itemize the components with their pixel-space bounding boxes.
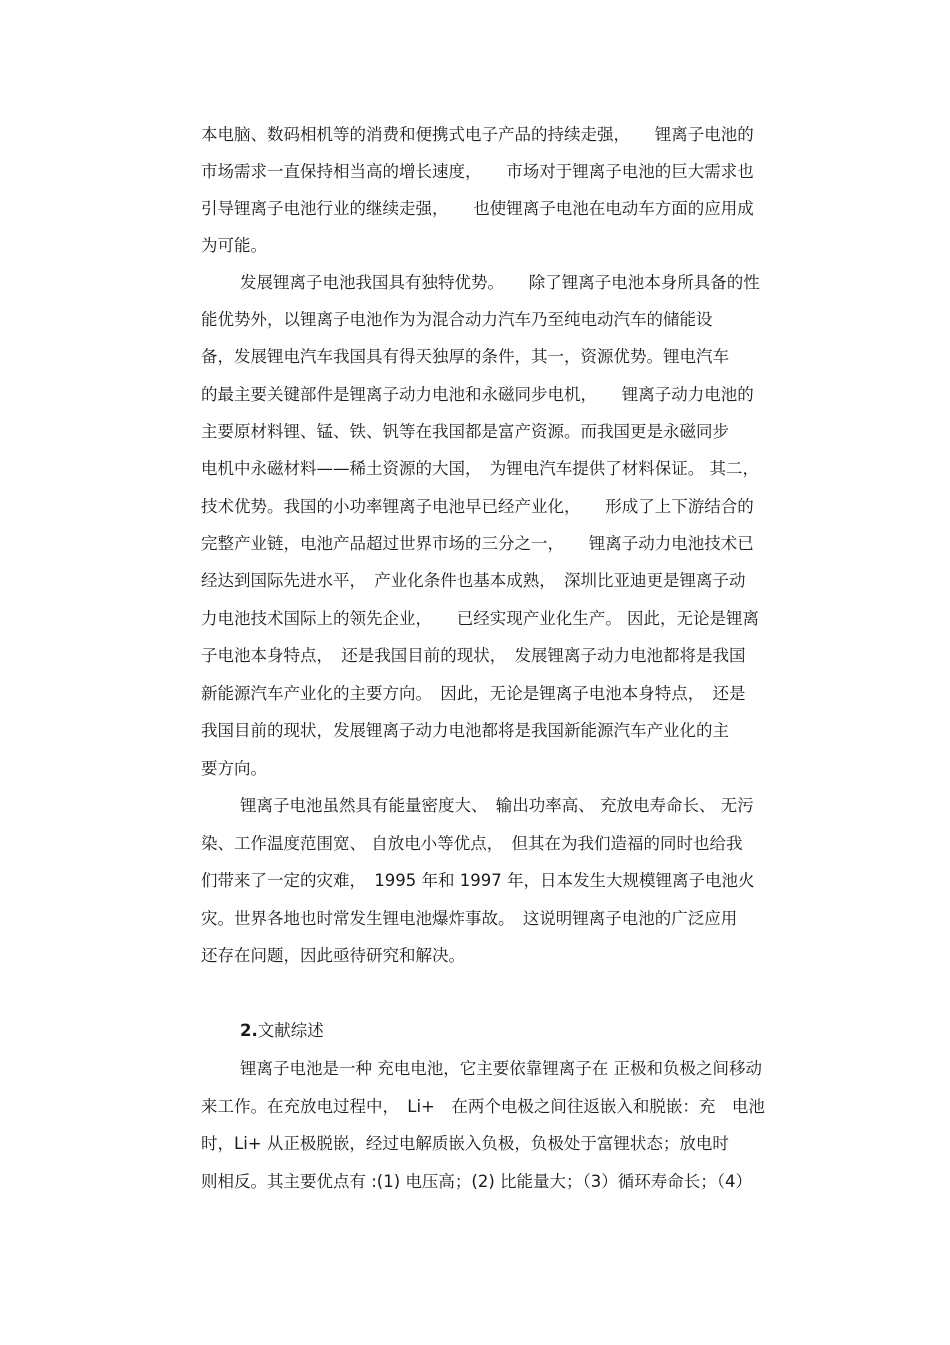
text-line: 则相反。其主要优点有 :(1) 电压高；(2) 比能量大；（3）循环寿命长；（4）	[201, 1172, 753, 1191]
text-line: 电机中永磁材料——稀土资源的大国， 为锂电汽车提供了材料保证。 其二，	[201, 459, 759, 478]
section-heading	[240, 1020, 324, 1042]
text-line: 备，发展锂电汽车我国具有得天独厚的条件，其一，资源优势。锂电汽车	[201, 347, 729, 366]
section-title: 文献综述	[257, 1021, 324, 1040]
text-line: 引导锂离子电池行业的继续走强， 也使锂离子电池在电动车方面的应用成	[201, 199, 754, 218]
text-line: 为可能。	[201, 236, 267, 255]
text-line: 还存在问题，因此亟待研究和解决。	[201, 946, 465, 965]
text-line: 本电脑、数码相机等的消费和便携式电子产品的持续走强， 锂离子电池的	[201, 125, 754, 144]
text-line: 要方向。	[201, 759, 267, 778]
text-line: 市场需求一直保持相当高的增长速度， 市场对于锂离子电池的巨大需求也	[201, 162, 754, 181]
text-line: 的最主要关键部件是锂离子动力电池和永磁同步电机， 锂离子动力电池的	[201, 385, 754, 404]
text-line: 主要原材料锂、锰、铁、钒等在我国都是富产资源。而我国更是永磁同步	[201, 422, 729, 441]
text-line: 锂离子电池是一种 充电电池，它主要依靠锂离子在 正极和负极之间移动	[240, 1059, 762, 1078]
text-line: 来工作。在充放电过程中， Li+ 在两个电极之间往返嵌入和脱嵌：充 电池	[201, 1097, 765, 1116]
text-line: 灾。世界各地也时常发生锂电池爆炸事故。 这说明锂离子电池的广泛应用	[201, 909, 738, 928]
text-line: 锂离子电池虽然具有能量密度大、 输出功率高、 充放电寿命长、 无污	[240, 796, 754, 815]
text-line: 染、工作温度范围宽、 自放电小等优点， 但其在为我们造福的同时也给我	[201, 834, 743, 853]
text-line: 子电池本身特点， 还是我国目前的现状， 发展锂离子动力电池都将是我国	[201, 646, 746, 665]
text-line: 技术优势。我国的小功率锂离子电池早已经产业化， 形成了上下游结合的	[201, 497, 754, 516]
text-line: 们带来了一定的灾难， 1995 年和 1997 年，日本发生大规模锂离子电池火	[201, 871, 755, 890]
section-number: 2.	[240, 1021, 258, 1040]
text-line: 时，Li+ 从正极脱嵌，经过电解质嵌入负极，负极处于富锂状态；放电时	[201, 1134, 729, 1153]
text-line: 能优势外，以锂离子电池作为为混合动力汽车乃至纯电动汽车的储能设	[201, 310, 713, 329]
text-line: 发展锂离子电池我国具有独特优势。 除了锂离子电池本身所具备的性	[240, 273, 760, 292]
text-line: 经达到国际先进水平， 产业化条件也基本成熟， 深圳比亚迪更是锂离子动	[201, 571, 746, 590]
text-line: 我国目前的现状，发展锂离子动力电池都将是我国新能源汽车产业化的主	[201, 721, 729, 740]
text-line: 力电池技术国际上的领先企业， 已经实现产业化生产。 因此，无论是锂离	[201, 609, 759, 628]
text-line: 完整产业链，电池产品超过世界市场的三分之一， 锂离子动力电池技术已	[201, 534, 754, 553]
text-line: 新能源汽车产业化的主要方向。 因此，无论是锂离子电池本身特点， 还是	[201, 684, 746, 703]
